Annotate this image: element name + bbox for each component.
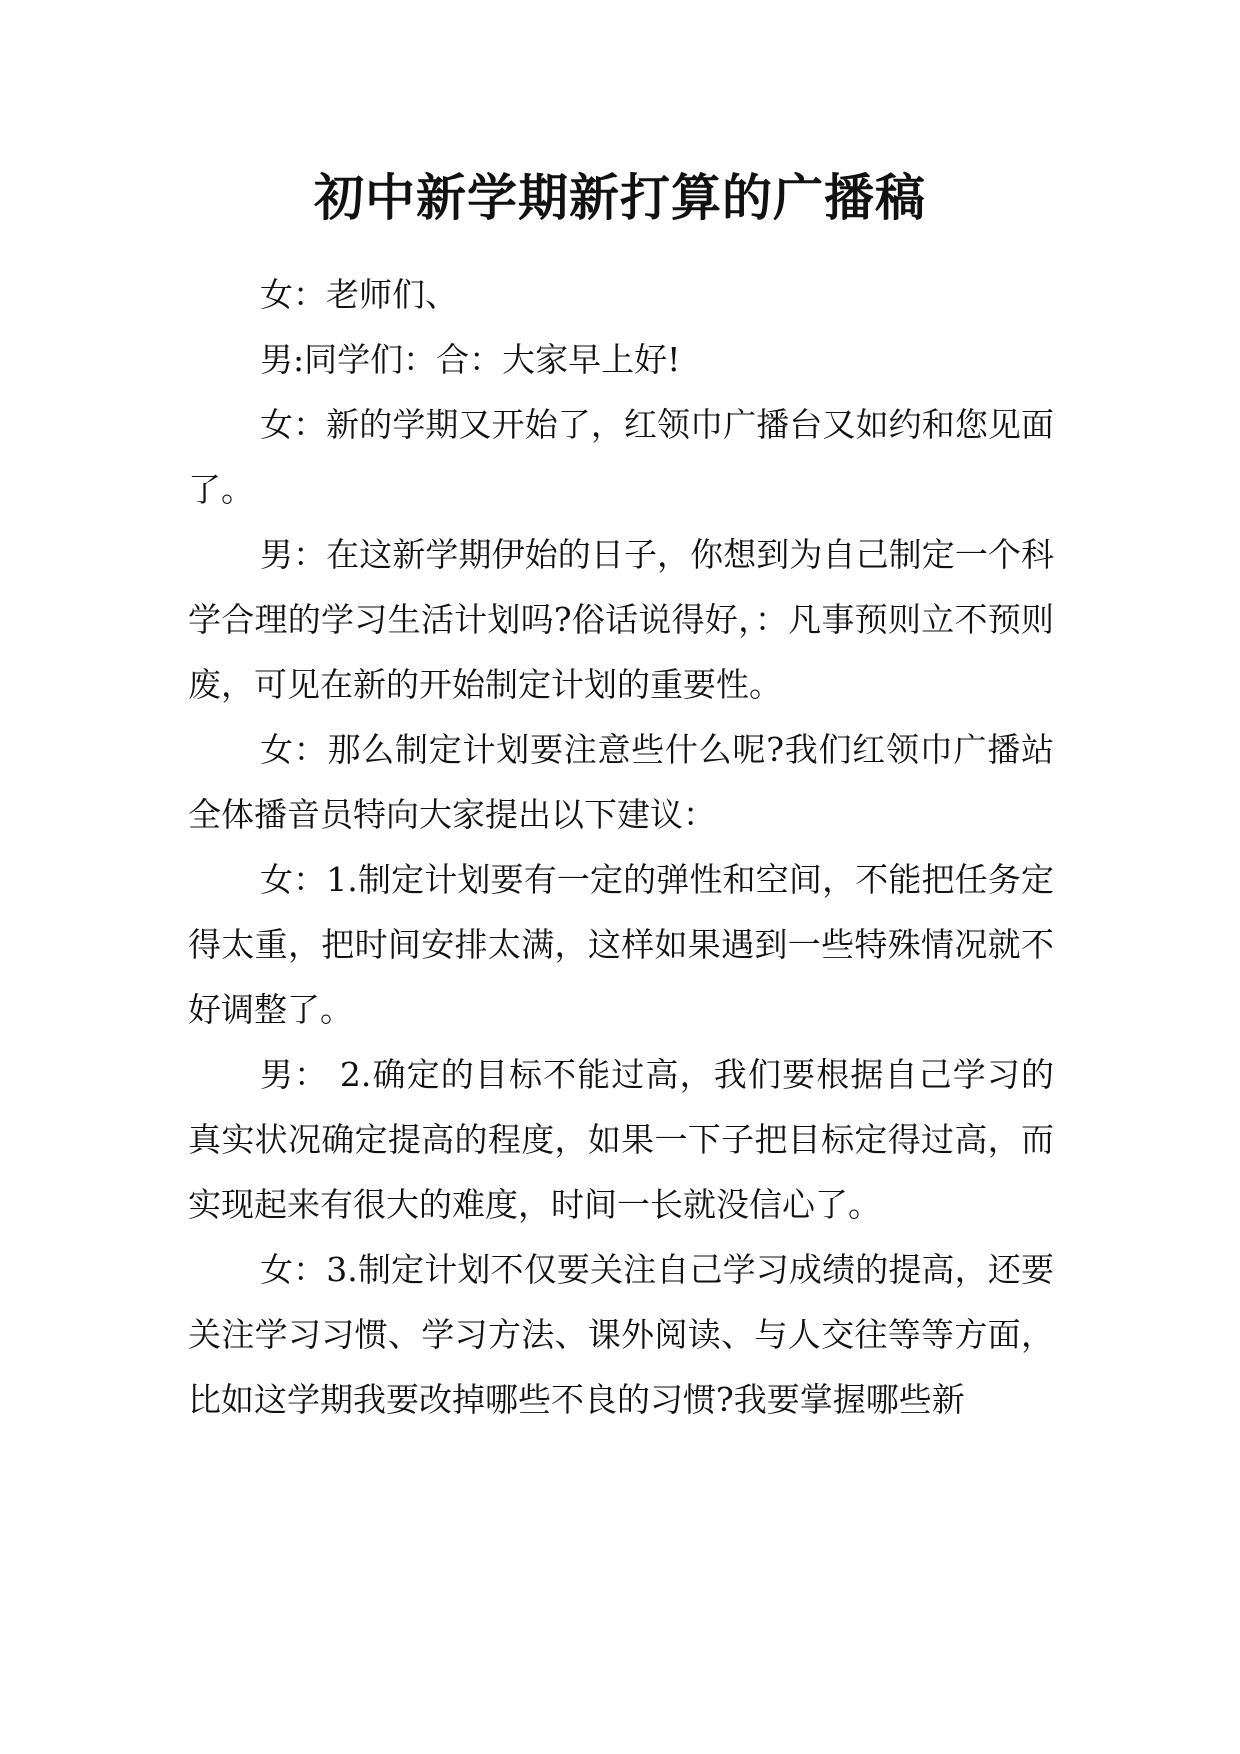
paragraph: 男：在这新学期伊始的日子，你想到为自己制定一个科学合理的学习生活计划吗?俗话说得好，：凡事预则立不预则废，可见在新的开始制定计划的重要性。	[188, 535, 1054, 704]
paragraph: 女：那么制定计划要注意些什么呢?我们红领巾广播站全体播音员特向大家提出以下建议：	[188, 730, 1054, 834]
paragraph: 女：新的学期又开始了，红领巾广播台又如约和您见面了。	[188, 405, 1054, 509]
paragraph: 女：3.制定计划不仅要关注自己学习成绩的提高，还要关注学习习惯、学习方法、课外阅读、与人交往等等方面，比如这学期我要改掉哪些不良的习惯?我要掌握哪些新	[188, 1250, 1054, 1419]
document-body	[188, 262, 1054, 1432]
paragraph: 男:同学们：合：大家早上好!	[260, 340, 681, 379]
paragraph: 女：1.制定计划要有一定的弹性和空间，不能把任务定得太重，把时间安排太满，这样如果遇到一些特殊情况就不好调整了。	[188, 860, 1054, 1029]
paragraph: 女：老师们、	[260, 275, 458, 314]
paragraph: 男： 2.确定的目标不能过高，我们要根据自己学习的真实状况确定提高的程度，如果一下子把目标定得过高，而实现起来有很大的难度，时间一长就没信心了。	[188, 1055, 1054, 1224]
document-title: 初中新学期新打算的广播稿	[314, 168, 926, 227]
